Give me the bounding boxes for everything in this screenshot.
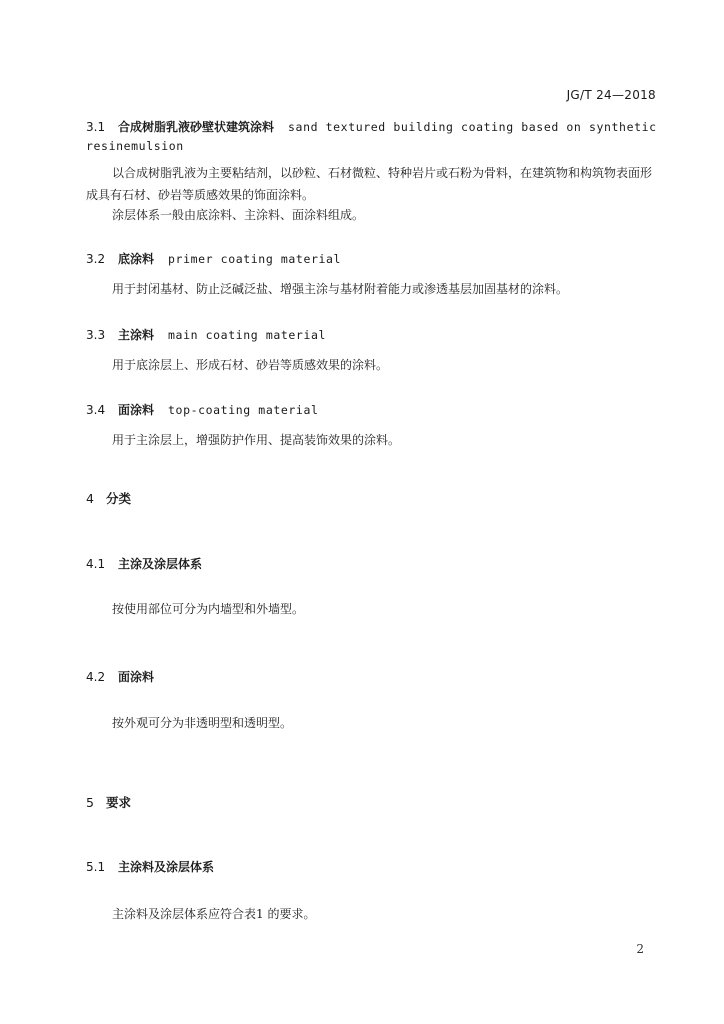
chapter-title: 要求	[106, 795, 132, 810]
section-number: 3.4	[86, 403, 106, 417]
section-3-2-heading	[86, 250, 341, 269]
chapter-5-heading	[86, 793, 131, 811]
standard-code: JG/T 24—2018	[566, 88, 656, 102]
term-title-en: primer coating material	[168, 252, 342, 266]
term-title-en: sand textured building coating based on synthetic	[288, 120, 657, 134]
section-title: 面涂料	[118, 670, 155, 684]
section-3-1-heading	[86, 118, 657, 156]
section-title: 主涂及涂层体系	[118, 557, 203, 571]
section-4-2-heading	[86, 668, 154, 687]
term-title-en: top-coating material	[168, 403, 319, 417]
section-3-2-definition: 用于封闭基材、防止泛碱泛盐、增强主涂与基材附着能力或渗透基层加固基材的涂料。	[112, 282, 569, 296]
term-title-en: main coating material	[168, 328, 327, 342]
section-3-1-note: 涂层体系一般由底涂料、主涂料、面涂料组成。	[112, 208, 365, 222]
section-number: 3.2	[86, 252, 106, 266]
section-3-4-heading	[86, 401, 319, 420]
section-3-3-definition: 用于底涂层上、形成石材、砂岩等质感效果的涂料。	[112, 358, 389, 372]
chapter-title: 分类	[106, 491, 132, 506]
section-4-1-text: 按使用部位可分为内墙型和外墙型。	[112, 602, 305, 616]
section-3-3-heading	[86, 326, 326, 345]
section-5-1-heading	[86, 858, 214, 877]
section-number: 5.1	[86, 860, 106, 874]
chapter-4-heading	[86, 489, 131, 507]
section-number: 4.2	[86, 670, 106, 684]
term-title-zh: 底涂料	[118, 252, 155, 266]
section-number: 3.3	[86, 328, 106, 342]
section-title: 主涂料及涂层体系	[118, 860, 215, 874]
chapter-number: 4	[86, 491, 94, 506]
section-5-1-text: 主涂料及涂层体系应符合表1 的要求。	[112, 907, 316, 921]
section-3-1-definition: 以合成树脂乳液为主要粘结剂，以砂粒、石材微粒、特种岩片或石粉为骨料，在建筑物和构筑物表面形成具有石材、砂岩等质感效果的饰面涂料。	[86, 166, 653, 202]
section-4-1-heading	[86, 555, 202, 574]
chapter-number: 5	[86, 795, 94, 810]
section-number: 4.1	[86, 557, 106, 571]
section-number: 3.1	[86, 120, 106, 134]
term-title-en-continued: resinemulsion	[86, 139, 184, 153]
page-number: 2	[636, 942, 644, 956]
section-3-4-definition: 用于主涂层上，增强防护作用、提高装饰效果的涂料。	[112, 433, 401, 447]
term-title-zh: 主涂料	[118, 328, 155, 342]
term-title-zh: 合成树脂乳液砂壁状建筑涂料	[118, 120, 275, 134]
section-4-2-text: 按外观可分为非透明型和透明型。	[112, 716, 293, 730]
term-title-zh: 面涂料	[118, 403, 155, 417]
